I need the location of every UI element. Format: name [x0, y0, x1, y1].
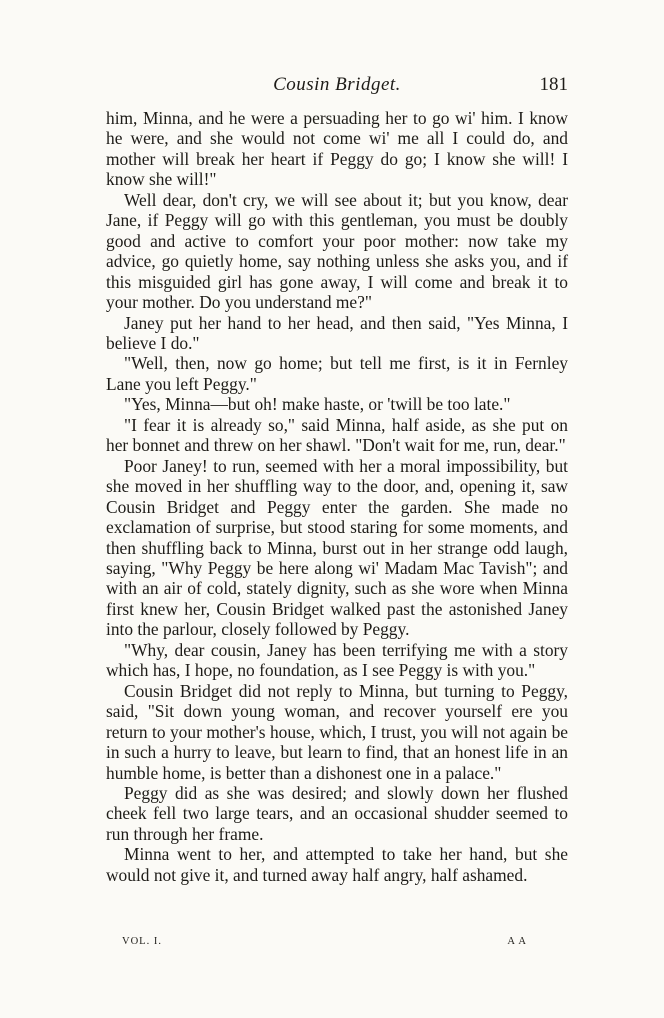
- paragraph: "Yes, Minna—but oh! make haste, or 'twill be too late.": [124, 394, 511, 415]
- page-header: [106, 74, 568, 98]
- body-text: [106, 108, 568, 885]
- paragraph: Cousin Bridget did not reply to Minna, but turning to Peggy, said, "Sit down young woman, and recover yourself ere you return to your mother's house, which, I trust, you will not again be in such a hurry to leave, but learn to find, that an honest life in an humble home, is better than a dishonest one in a palace.": [106, 680, 568, 783]
- paragraph: Poor Janey! to run, seemed with her a moral impossibility, but she moved in her shuffling way to the door, and, opening it, saw Cousin Bridget and Peggy enter the garden. She made no exclamation of surprise, but stood staring for some moments, and then shuffling back to Minna, burst out in her strange odd laugh, saying, "Why Peggy be here along wi' Madam Mac Tavish"; and with an air of cold, stately dignity, such as she wore when Minna first knew her, Cousin Bridget walked past the astonished Janey into the parlour, closely followed by Peggy.: [106, 455, 568, 640]
- paragraph: "I fear it is already so," said Minna, half aside, as she put on her bonnet and threw on her shawl. "Don't wait for me, run, dear.": [106, 414, 568, 456]
- paragraph: Janey put her hand to her head, and then said, "Yes Minna, I believe I do.": [106, 312, 568, 353]
- paragraph: Minna went to her, and attempted to take her hand, but she would not give it, and turned away half angry, half ashamed.: [106, 844, 568, 885]
- running-title: Cousin Bridget.: [273, 74, 401, 95]
- paragraph: Well dear, don't cry, we will see about it; but you know, dear Jane, if Peggy will go with this gentleman, you must be doubly good and active to comfort your poor mother: now take my advice, go quietly home, say nothing unless she asks you, and if this misguided girl has gone away, I will come and break it to your mother. Do you understand me?": [106, 189, 568, 313]
- page-number: 181: [539, 74, 568, 95]
- paragraph: "Well, then, now go home; but tell me first, is it in Fernley Lane you left Peggy.": [106, 353, 568, 394]
- paragraph: Peggy did as she was desired; and slowly down her flushed cheek fell two large tears, and an occasional shudder seemed to run through her frame.: [106, 782, 568, 844]
- volume-label: VOL. I.: [122, 936, 162, 947]
- page-footer: [122, 936, 527, 952]
- paragraph: him, Minna, and he were a persuading her to go wi' him. I know he were, and she would not come wi' me all I could do, and mother will break her heart if Peggy do go; I know she will! I know she will!": [106, 108, 568, 190]
- paragraph: "Why, dear cousin, Janey has been terrifying me with a story which has, I hope, no foundation, as I see Peggy is with you.": [106, 639, 568, 681]
- signature-mark: A A: [507, 936, 527, 947]
